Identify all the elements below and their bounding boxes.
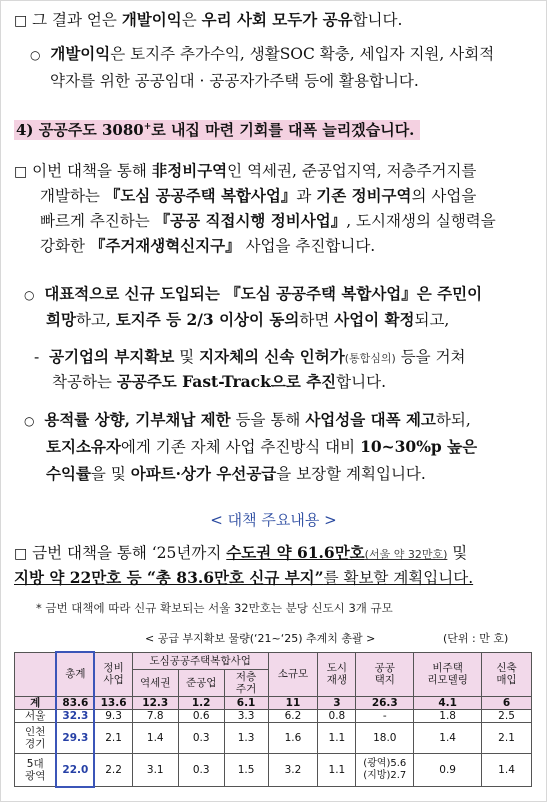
- header-sub1: 역세권: [132, 669, 178, 696]
- supply-table: [14, 651, 532, 788]
- bullet2-line3: 수익률을 및 아파트·상가 우선공급을 보장할 계획입니다.: [46, 464, 426, 483]
- section-4-heading: 4) 공공주도 3080+로 내집 마련 기회를 대폭 늘리겠습니다.: [14, 118, 424, 141]
- table-title: < 공급 부지확보 물량(‘21~‘25) 추계치 총괄 >: [145, 632, 376, 645]
- para1-line1: □ 그 결과 얻은 개발이익은 우리 사회 모두가 공유합니다.: [14, 10, 403, 29]
- header-sinchuk: 신축 매입: [482, 652, 532, 696]
- header-total: 총계: [56, 652, 94, 696]
- table-row: 5대 광역 22.0 2.2 3.1 0.3 1.5 3.2 1.1 (광역)5.6 (지방)2.7 0.9 1.4: [15, 753, 532, 787]
- footnote: * 금번 대책에 따라 신규 확보되는 서울 32만호는 분당 신도시 3개 규모: [36, 601, 393, 615]
- para3-line2: 지방 약 22만호 등 “총 83.6만호 신규 부지”를 확보할 계획입니다.: [14, 568, 474, 587]
- table-row: 계 83.6 13.6 12.3 1.2 6.1 11 3 26.3 4.1 6: [15, 696, 532, 709]
- para1-sub-line2: 약자를 위한 공공임대 · 공공자가주택 등에 활용합니다.: [50, 72, 419, 90]
- header-dosi: 도시 재생: [318, 652, 356, 696]
- header-bichu: 비주택 리모델링: [414, 652, 482, 696]
- table-unit: (단위 : 만 호): [443, 632, 509, 645]
- para2-line2: 개발하는 『도심 공공주택 복합사업』과 기존 정비구역의 사업을: [40, 186, 477, 205]
- bullet2-line1: ○ 용적률 상향, 기부채납 제한 등을 통해 사업성을 대폭 제고하되,: [24, 410, 471, 429]
- header-gonggong: 공공 택지: [356, 652, 414, 696]
- para3-line1: □ 금번 대책을 통해 ‘25년까지 수도권 약 61.6만호(서울 약 32만호) 및: [14, 543, 468, 562]
- bullet1-line2: 희망하고, 토지주 등 2/3 이상이 동의하면 사업이 확정되고,: [46, 310, 450, 329]
- header-group: 도심공공주택복합사업: [132, 652, 268, 669]
- para1-sub-line1: ○ 개발이익은 토지주 추가수익, 생활SOC 확충, 세입자 지원, 사회적: [30, 44, 495, 63]
- para2-line4: 강화한 『주거재생혁신지구』 사업을 추진합니다.: [40, 236, 376, 255]
- table-row: 인천 경기 29.3 2.1 1.4 0.3 1.3 1.6 1.1 18.0 1.4 2.1: [15, 722, 532, 753]
- dash-line2: 착공하는 공공주도 Fast-Track으로 추진합니다.: [52, 372, 387, 391]
- header-blank: [15, 652, 57, 696]
- bullet2-line2: 토지소유자에게 기존 자체 사업 추진방식 대비 10~30%p 높은: [46, 437, 478, 456]
- header-sub2: 준공업: [178, 669, 224, 696]
- header-sokyumo: 소규모: [268, 652, 318, 696]
- table-row: 서울 32.3 9.3 7.8 0.6 3.3 6.2 0.8 - 1.8 2.5: [15, 709, 532, 722]
- para2-line1: □ 이번 대책을 통해 非정비구역인 역세권, 준공업지역, 저층주거지를: [14, 161, 477, 180]
- header-sub3: 저층 주거: [224, 669, 268, 696]
- para2-line3: 빠르게 추진하는 『공공 직접시행 정비사업』, 도시재생의 실행력을: [40, 211, 496, 230]
- section-banner: < 대책 주요내용 >: [210, 511, 337, 529]
- dash-line1: - 공기업의 부지확보 및 지자체의 신속 인허가(통합심의) 등을 거쳐: [34, 347, 466, 366]
- bullet1-line1: ○ 대표적으로 신규 도입되는 『도심 공공주택 복합사업』은 주민이: [24, 284, 483, 303]
- header-jeongbi: 정비 사업: [94, 652, 132, 696]
